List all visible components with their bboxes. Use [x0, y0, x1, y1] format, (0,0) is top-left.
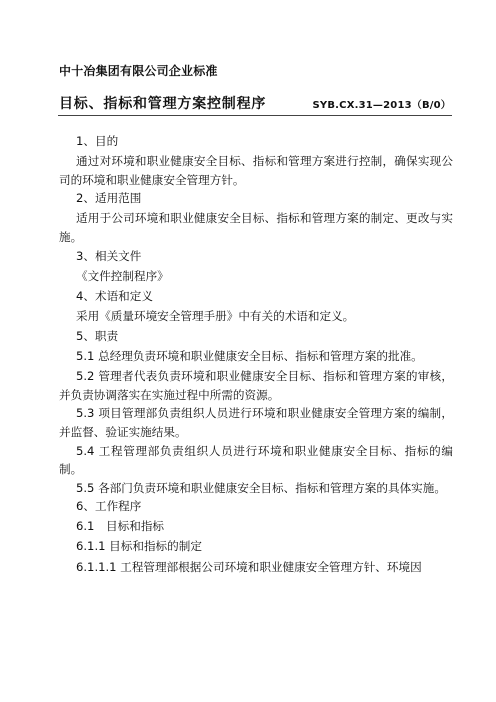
heading-scope: 2、适用范围: [76, 191, 142, 206]
paragraph-scope: 适用于公司环境和职业健康安全目标、指标和管理方案的制定、更改与实施。: [59, 211, 453, 244]
heading-purpose: 1、目的: [76, 134, 119, 148]
document-header: [59, 93, 451, 113]
responsibility-5-3: 5.3 项目管理部负责组织人员进行环境和职业健康安全管理方案的编制，并监督、验证实施结果。: [59, 406, 453, 439]
header-divider: [58, 115, 452, 116]
paragraph-purpose: 通过对环境和职业健康安全目标、指标和管理方案进行控制，确保实现公司的环境和职业健康安全管理方针。: [59, 154, 453, 187]
heading-related-documents: 3、相关文件: [76, 248, 142, 263]
document-body: [59, 132, 453, 576]
heading-responsibilities: 5、职责: [76, 328, 119, 343]
heading-procedure: 6、工作程序: [76, 499, 142, 514]
responsibility-5-4: 5.4 工程管理部负责组织人员进行环境和职业健康安全目标、指标的编制。: [59, 443, 453, 477]
document-code: SYB.CX.31—2013（B/0）: [312, 100, 451, 111]
subheading-6-1-1: 6.1.1 目标和指标的制定: [76, 539, 202, 554]
paragraph-terms: 采用《质量环境安全管理手册》中有关的术语和定义。: [76, 308, 355, 323]
responsibility-5-2: 5.2 管理者代表负责环境和职业健康安全目标、指标和管理方案的审核，并负责协调落实在实施过程中所需的资源。: [59, 369, 453, 402]
responsibility-5-1: 5.1 总经理负责环境和职业健康安全目标、指标和管理方案的批准。: [76, 349, 423, 364]
heading-terms: 4、术语和定义: [76, 288, 153, 303]
subheading-6-1: 6.1 目标和指标: [76, 519, 165, 534]
paragraph-6-1-1-1: 6.1.1.1 工程管理部根据公司环境和职业健康安全管理方针、环境因: [76, 559, 422, 574]
related-document-item: 《文件控制程序》: [76, 268, 169, 283]
document-title: 目标、指标和管理方案控制程序: [59, 96, 267, 112]
organization-name: 中十冶集团有限公司企业标准: [59, 64, 218, 78]
responsibility-5-5: 5.5 各部门负责环境和职业健康安全目标、指标和管理方案的具体实施。: [76, 480, 446, 495]
